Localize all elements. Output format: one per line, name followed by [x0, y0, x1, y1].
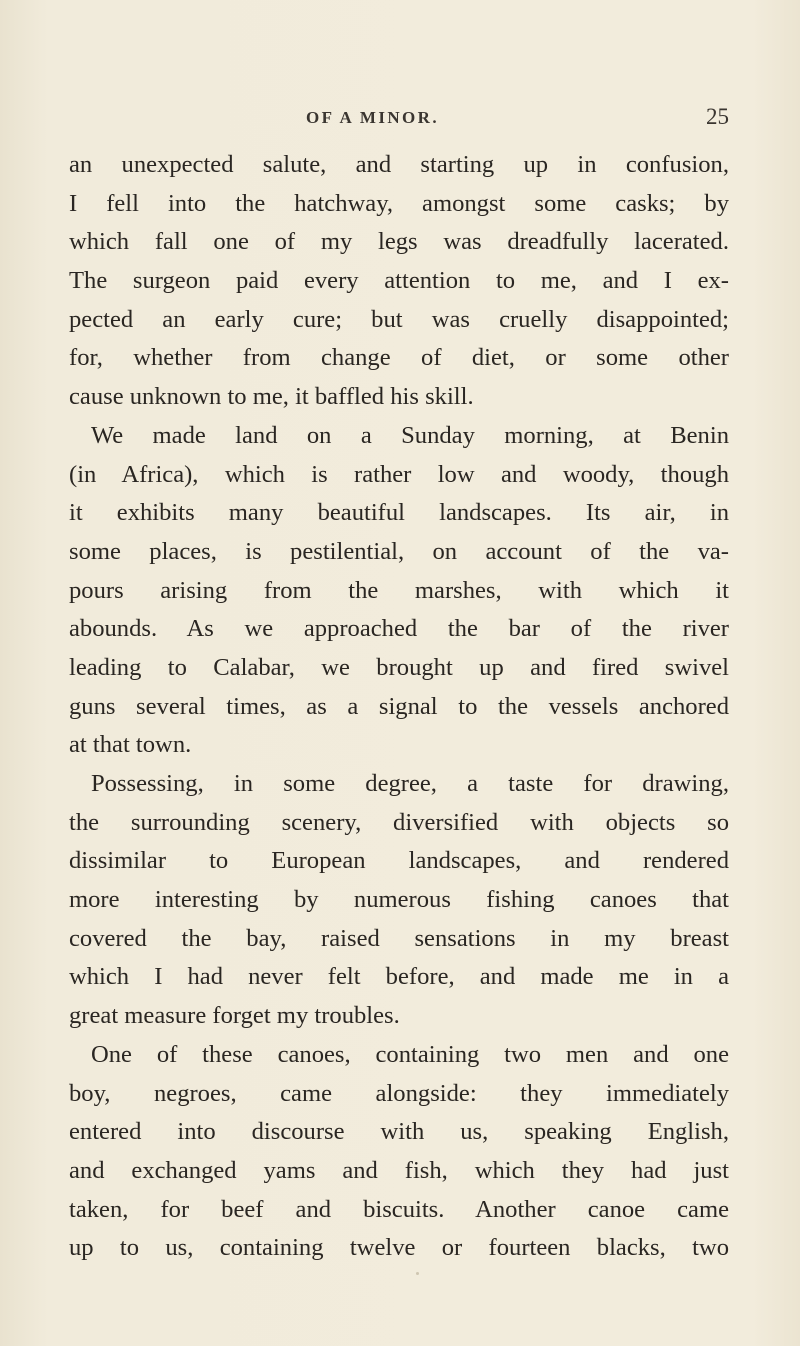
text-line: which fall one of my legs was dreadfully lacerated.: [69, 228, 729, 256]
text-line: (in Africa), which is rather low and woody, though: [69, 460, 729, 488]
text-line: the surrounding scenery, diversified with objects so: [69, 808, 729, 836]
text-line: The surgeon paid every attention to me, and I ex-: [69, 267, 729, 295]
text-line: leading to Calabar, we brought up and fired swivel: [69, 653, 729, 681]
text-line: taken, for beef and biscuits. Another canoe came: [69, 1195, 729, 1223]
text-line: covered the bay, raised sensations in my breast: [69, 924, 729, 952]
text-line: an unexpected salute, and starting up in confusion,: [69, 151, 729, 178]
paper-speck: [416, 1272, 419, 1275]
text-line: cause unknown to me, it baffled his skill.: [69, 383, 474, 411]
paragraph-start-line: One of these canoes, containing two men and one: [91, 1040, 729, 1068]
text-line: boy, negroes, came alongside: they immediately: [69, 1079, 729, 1107]
text-line: abounds. As we approached the bar of the river: [69, 615, 729, 643]
text-line: entered into discourse with us, speaking English,: [69, 1118, 729, 1146]
text-line: and exchanged yams and fish, which they had just: [69, 1156, 729, 1184]
text-line: great measure forget my troubles.: [69, 1002, 400, 1030]
page-number: 25: [706, 104, 729, 129]
page-header: [0, 104, 800, 144]
text-line: it exhibits many beautiful landscapes. Its air, in: [69, 499, 729, 527]
text-line: up to us, containing twelve or fourteen blacks, two: [69, 1234, 729, 1262]
text-line: for, whether from change of diet, or some other: [69, 344, 729, 372]
text-line: which I had never felt before, and made me in a: [69, 963, 729, 991]
text-line: at that town.: [69, 731, 192, 759]
text-line: dissimilar to European landscapes, and rendered: [69, 847, 729, 875]
text-line: guns several times, as a signal to the vessels anchored: [69, 692, 729, 720]
text-line: more interesting by numerous fishing canoes that: [69, 886, 729, 914]
text-line: pected an early cure; but was cruelly disappointed;: [69, 305, 729, 333]
paragraph-start-line: We made land on a Sunday morning, at Benin: [91, 421, 729, 449]
text-line: I fell into the hatchway, amongst some casks; by: [69, 189, 729, 217]
paragraph-start-line: Possessing, in some degree, a taste for drawing,: [91, 770, 729, 797]
text-line: some places, is pestilential, on account of the va-: [69, 537, 729, 565]
body-text: [69, 146, 729, 1268]
text-line: pours arising from the marshes, with which it: [69, 576, 729, 604]
running-head: OF A MINOR.: [306, 108, 439, 127]
